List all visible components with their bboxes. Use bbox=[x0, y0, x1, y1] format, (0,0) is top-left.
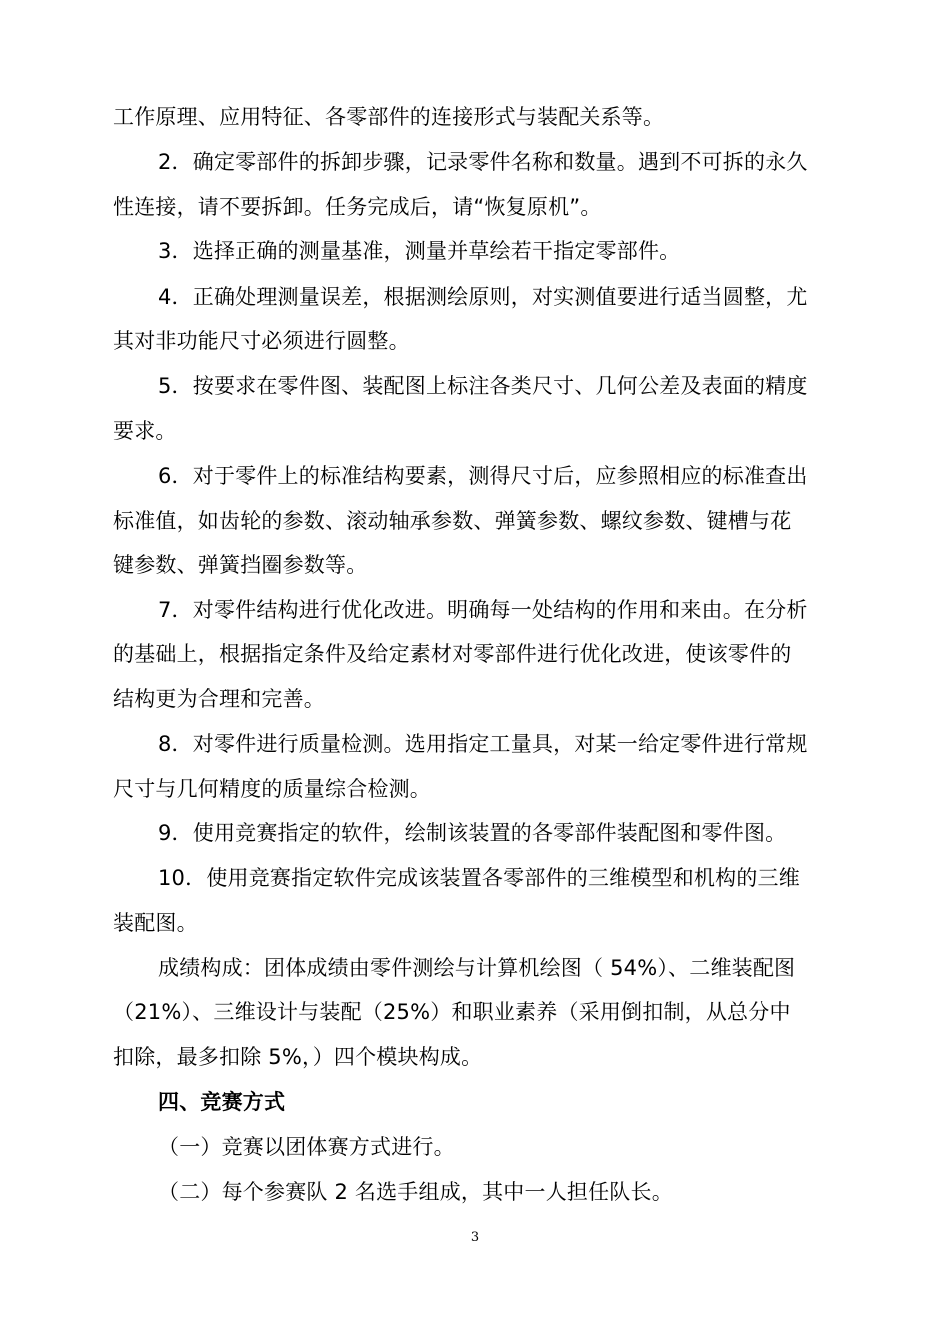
text-line: 3．选择正确的测量基准，测量并草绘若干指定零部件。 bbox=[158, 239, 681, 263]
text-line: 2．确定零部件的拆卸步骤，记录零件名称和数量。遇到不可拆的永久 bbox=[158, 150, 808, 174]
text-line: 9．使用竞赛指定的软件，绘制该装置的各零部件装配图和零件图。 bbox=[158, 821, 787, 845]
text-line: 键参数、弹簧挡圈参数等。 bbox=[113, 553, 368, 577]
text-line: 5．按要求在零件图、装配图上标注各类尺寸、几何公差及表面的精度 bbox=[158, 374, 808, 398]
text-line: 要求。 bbox=[113, 419, 177, 443]
text-line: 扣除，最多扣除 5%，）四个模块构成。 bbox=[113, 1045, 483, 1069]
page-number: 3 bbox=[470, 1230, 480, 1245]
text-line: 性连接，请不要拆卸。任务完成后，请“恢复原机”。 bbox=[113, 195, 602, 219]
text-line: 结构更为合理和完善。 bbox=[113, 687, 325, 711]
text-line: （二）每个参赛队 2 名选手组成，其中一人担任队长。 bbox=[158, 1180, 673, 1204]
text-line: 标准值，如齿轮的参数、滚动轴承参数、弹簧参数、螺纹参数、键槽与花 bbox=[113, 509, 792, 533]
text-line: （一）竞赛以团体赛方式进行。 bbox=[158, 1135, 455, 1159]
text-line: 6．对于零件上的标准结构要素，测得尺寸后，应参照相应的标准查出 bbox=[158, 464, 808, 488]
text-line: 4．正确处理测量误差，根据测绘原则，对实测值要进行适当圆整，尤 bbox=[158, 285, 808, 309]
text-line: 的基础上，根据指定条件及给定素材对零部件进行优化改进，使该零件的 bbox=[113, 642, 792, 666]
text-line: 10．使用竞赛指定软件完成该装置各零部件的三维模型和机构的三维 bbox=[158, 866, 800, 890]
text-line: 尺寸与几何精度的质量综合检测。 bbox=[113, 777, 431, 801]
text-line: 8．对零件进行质量检测。选用指定工量具，对某一给定零件进行常规 bbox=[158, 732, 808, 756]
text-line: （21%）、三维设计与装配（25%）和职业素养（采用倒扣制，从总分中 bbox=[113, 1000, 791, 1024]
text-line: 工作原理、应用特征、各零部件的连接形式与装配关系等。 bbox=[113, 105, 665, 129]
text-line: 成绩构成：团体成绩由零件测绘与计算机绘图（ 54%）、二维装配图 bbox=[158, 956, 796, 980]
text-line: 其对非功能尺寸必须进行圆整。 bbox=[113, 329, 410, 353]
text-line: 7．对零件结构进行优化改进。明确每一处结构的作用和来由。在分析 bbox=[158, 598, 808, 622]
text-line: 装配图。 bbox=[113, 911, 198, 935]
section-heading: 四、竞赛方式 bbox=[158, 1090, 286, 1114]
